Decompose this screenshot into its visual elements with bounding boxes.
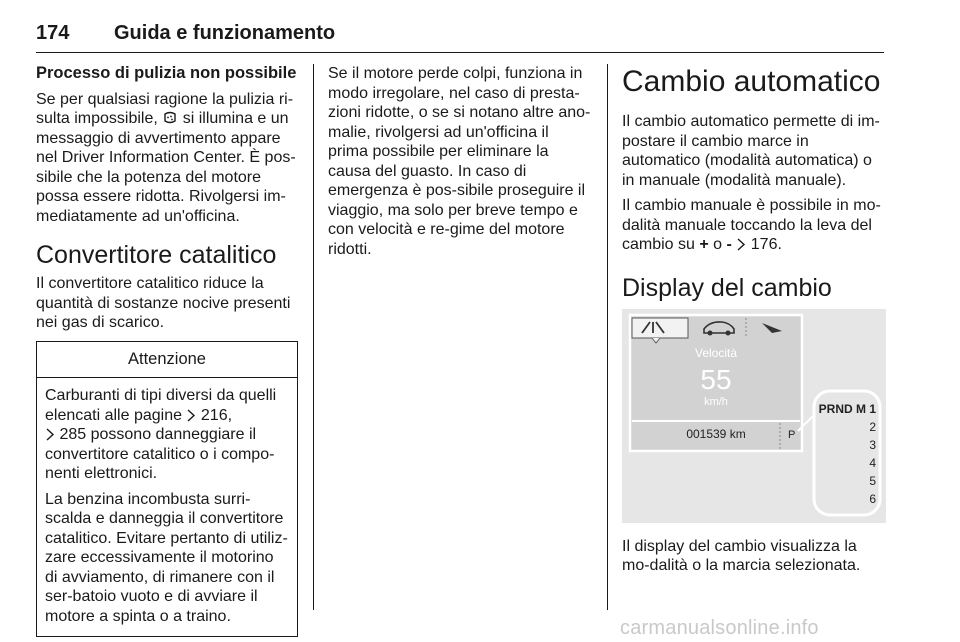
speed-label: Velocità — [694, 345, 738, 360]
column-divider — [607, 64, 608, 610]
page-number: 174 — [36, 22, 70, 44]
paragraph: Il cambio manuale è possibile in mo-dalità manuale toccando la leva del cambio su + o - 176. — [622, 197, 881, 253]
odometer-reading: 001539 km — [686, 426, 746, 441]
warning-box — [36, 341, 298, 638]
gear-number: 4 — [869, 455, 876, 470]
warning-title: Attenzione — [37, 342, 297, 379]
gear-number: 2 — [869, 419, 876, 434]
particulate-filter-icon — [162, 111, 178, 125]
page-reference-icon[interactable] — [45, 428, 55, 441]
speed-value: 55 — [700, 363, 732, 395]
page-reference-icon[interactable] — [186, 409, 196, 422]
gear-number: 3 — [869, 437, 876, 452]
column-left — [36, 64, 298, 637]
gear-display-figure — [622, 309, 886, 523]
warning-paragraph: La benzina incombusta surri-scalda e danneggia il convertitore catalitico. Evitare pertanto di utiliz-zare eccessivamente il motorino di avviamento, di rimanere con il ser-batoio vuoto e di avviare il motore a spinta o a traino. — [45, 490, 288, 625]
chapter-title: Guida e funzionamento — [114, 22, 336, 44]
gear-indicator: P — [788, 428, 796, 441]
figure-caption: Il display del cambio visualizza la mo-dalità o la marcia selezionata. — [622, 537, 861, 574]
gear-number: 6 — [869, 491, 876, 506]
paragraph: Se il motore perde colpi, funziona in modo irregolare, nel caso di presta-zioni ridotte, o se si notano altre ano-malie, rivolgersi ad un'officina il prima possibile per eliminare la causa del guasto. In caso di emergenza è pos-sibile proseguire il viaggio, ma solo per breve tempo e con velocità e re-gime del motore ridotti. — [328, 65, 591, 258]
column-middle — [328, 64, 592, 265]
paragraph: Il convertitore catalitico riduce la quantità di sostanze nocive presenti nei gas di scarico. — [36, 275, 291, 331]
warning-paragraph: Carburanti di tipi diversi da quelli elencati alle pagine 216, 285 possono danneggiare il convertitore catalitico o i compo-nenti elettronici. — [45, 387, 277, 482]
section-heading: Processo di pulizia non possibile — [36, 64, 297, 82]
section-heading: Display del cambio — [622, 273, 832, 302]
page-reference-icon[interactable] — [736, 238, 746, 251]
watermark: carmanualsonline.info — [620, 617, 819, 639]
gear-modes-header: PRND M 1 — [818, 401, 876, 416]
gear-number: 5 — [869, 473, 876, 488]
column-divider — [313, 64, 314, 610]
column-right — [622, 64, 886, 582]
page-header — [36, 22, 884, 53]
gear-display-illustration — [622, 309, 886, 523]
section-heading: Cambio automatico — [622, 65, 881, 98]
paragraph: Se per qualsiasi ragione la pulizia ri-sulta impossibile, si illumina e un messaggio di avvertimento appare nel Driver Information Center. È pos-sibile che la potenza del motore possa essere ridotta. Rivolgersi im-mediatamente ad un'officina. — [36, 90, 296, 225]
paragraph: Il cambio automatico permette di im-postare il cambio marce in automatico (modalità automatica) o in manuale (modalità manuale). — [622, 113, 880, 189]
section-heading: Convertitore catalitico — [36, 241, 277, 269]
speed-unit: km/h — [704, 395, 728, 408]
